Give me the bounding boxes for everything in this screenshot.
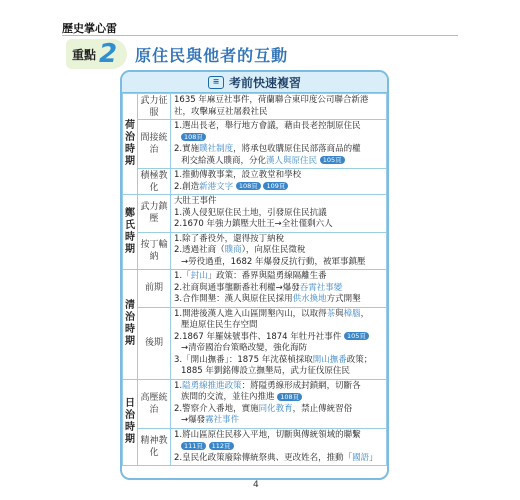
table-row [123,428,387,466]
section-heading [66,38,288,70]
era-cell-qing: 清治時期 [123,270,138,380]
section-title: 原住民與他者的互動 [135,45,289,65]
row-content [171,379,387,428]
content-line: 2.警察介入番地，實施同化教育，禁止傳統習俗 [174,403,353,414]
content-line: 1.除了番役外，還得按丁納稅 [174,233,285,244]
content-line: 3.「開山撫番」：1875 年沈葆楨採取開山撫番政策； [174,354,373,365]
content-line: 1.隘勇線推進政策：將隘勇線形成封鎖網，切斷各 [174,380,361,391]
content-line: 1.將山區原住民移入平地，切斷與傳統領域的聯繫 [174,429,361,440]
review-title-text: 考前快速複習 [228,75,301,90]
speech-bubble-icon: ≡ [208,76,224,89]
section-badge [66,39,127,69]
page-ref-badge[interactable]: 108頁 [236,182,261,190]
page-ref-badge[interactable]: 109頁 [263,182,288,190]
row-subject: 精神教化 [138,428,171,466]
content-line: 1.推動傳教事業，設立教堂和學校 [174,170,302,180]
content-line: 1.選出長老，舉行地方會議，藉由長老控制原住民 [174,121,361,131]
content-line: 1.「封山」政策：番界與隘勇線隔離生番 [174,271,327,281]
section-label: 重點 [72,47,97,62]
table-row [123,120,387,169]
review-box-title [122,72,387,93]
content-line: 1.漢人侵犯原住民土地，引發原住民抗議 [174,207,327,218]
row-content [171,169,387,195]
content-line: 族間的交流，並往內推進 108頁 [174,392,383,404]
content-line [174,133,383,145]
row-subject: 前期 [138,270,171,308]
row-subject: 後期 [138,307,171,379]
page-ref-badge[interactable]: 108頁 [277,393,302,401]
content-line: 2.創造新港文字 108頁 109頁 [174,182,383,194]
content-line [174,441,383,453]
content-line: →清帝國治台策略改變，強化海防 [181,343,308,353]
row-content [171,195,387,233]
table-row [123,169,387,195]
content-line: 1.開港後漢人進入山區開墾內山，以取得茶與樟腦， [174,308,370,319]
content-line: 利交給漢人贌商，分化漢人與原住民 105頁 [174,156,383,168]
table-row [123,307,387,379]
content-line: 2.1670 年強力鎮壓大肚王→全社僅剩六人 [174,219,333,229]
content-line: →爆發霧社事件 [181,415,240,425]
row-content [171,94,387,120]
content-line: →勞役過重，1682 年爆發反抗行動，被軍事鎮壓 [181,256,366,267]
content-line: 2.透過社商（贌商），向原住民徵稅 [174,245,306,255]
content-line: 1885 年劉銘傳設立撫墾局，武力征伐原住民 [181,366,350,376]
table-row [123,270,387,308]
content-line: 2.社商與通事壟斷番社利權→爆發吞霄社事變 [174,282,343,293]
era-cell-japan: 日治時期 [123,379,138,466]
row-subject: 高壓統治 [138,379,171,428]
page-ref-badge[interactable]: 105頁 [344,332,369,340]
era-cell-zheng: 鄭氏時期 [123,195,138,270]
content-line: 壓迫原住民生存空間 [181,320,258,330]
row-content [171,120,387,169]
table-row [123,379,387,428]
content-line: 2.1867 年羅妹號事件、1874 年牡丹社事件 105頁 [174,332,383,344]
page-ref-badge[interactable]: 105頁 [320,156,345,164]
page-ref-badge[interactable]: 108頁 [181,133,206,141]
table-row [123,94,387,120]
section-number: 2 [99,39,118,69]
row-subject: 武力鎮壓 [138,195,171,233]
row-subject: 按丁輸納 [138,232,171,270]
row-content [171,232,387,270]
content-line: 2.皇民化政策廢除傳統祭典、更改姓名，推動「國語」 [174,452,378,463]
row-subject: 間接統治 [138,120,171,169]
book-title: 歷史掌心雷 [62,22,117,35]
content-line: 1635 年麻豆社事件，荷蘭聯合東印度公司聯合新港社，攻擊麻豆社屠殺社民 [174,95,369,117]
content-line: 大肚王事件 [174,196,217,206]
table-row [123,232,387,270]
review-table [122,93,387,466]
row-content [171,270,387,308]
header-divider [62,35,458,36]
page-ref-badge[interactable]: 111頁 [181,442,206,450]
review-box [120,70,389,480]
row-content [171,307,387,379]
content-line: 2.實施贌社制度，將承包收購原住民部落商品的權 [174,144,361,154]
row-subject: 積極教化 [138,169,171,195]
row-content [171,428,387,466]
content-line: 3.合作開墾：漢人與原住民採用供水換地方式開墾 [174,294,361,304]
table-row [123,195,387,233]
era-cell-dutch: 荷治時期 [123,94,138,195]
page-ref-badge[interactable]: 112頁 [209,442,234,450]
row-subject: 武力征服 [138,94,171,120]
page-number: 4 [253,480,259,490]
